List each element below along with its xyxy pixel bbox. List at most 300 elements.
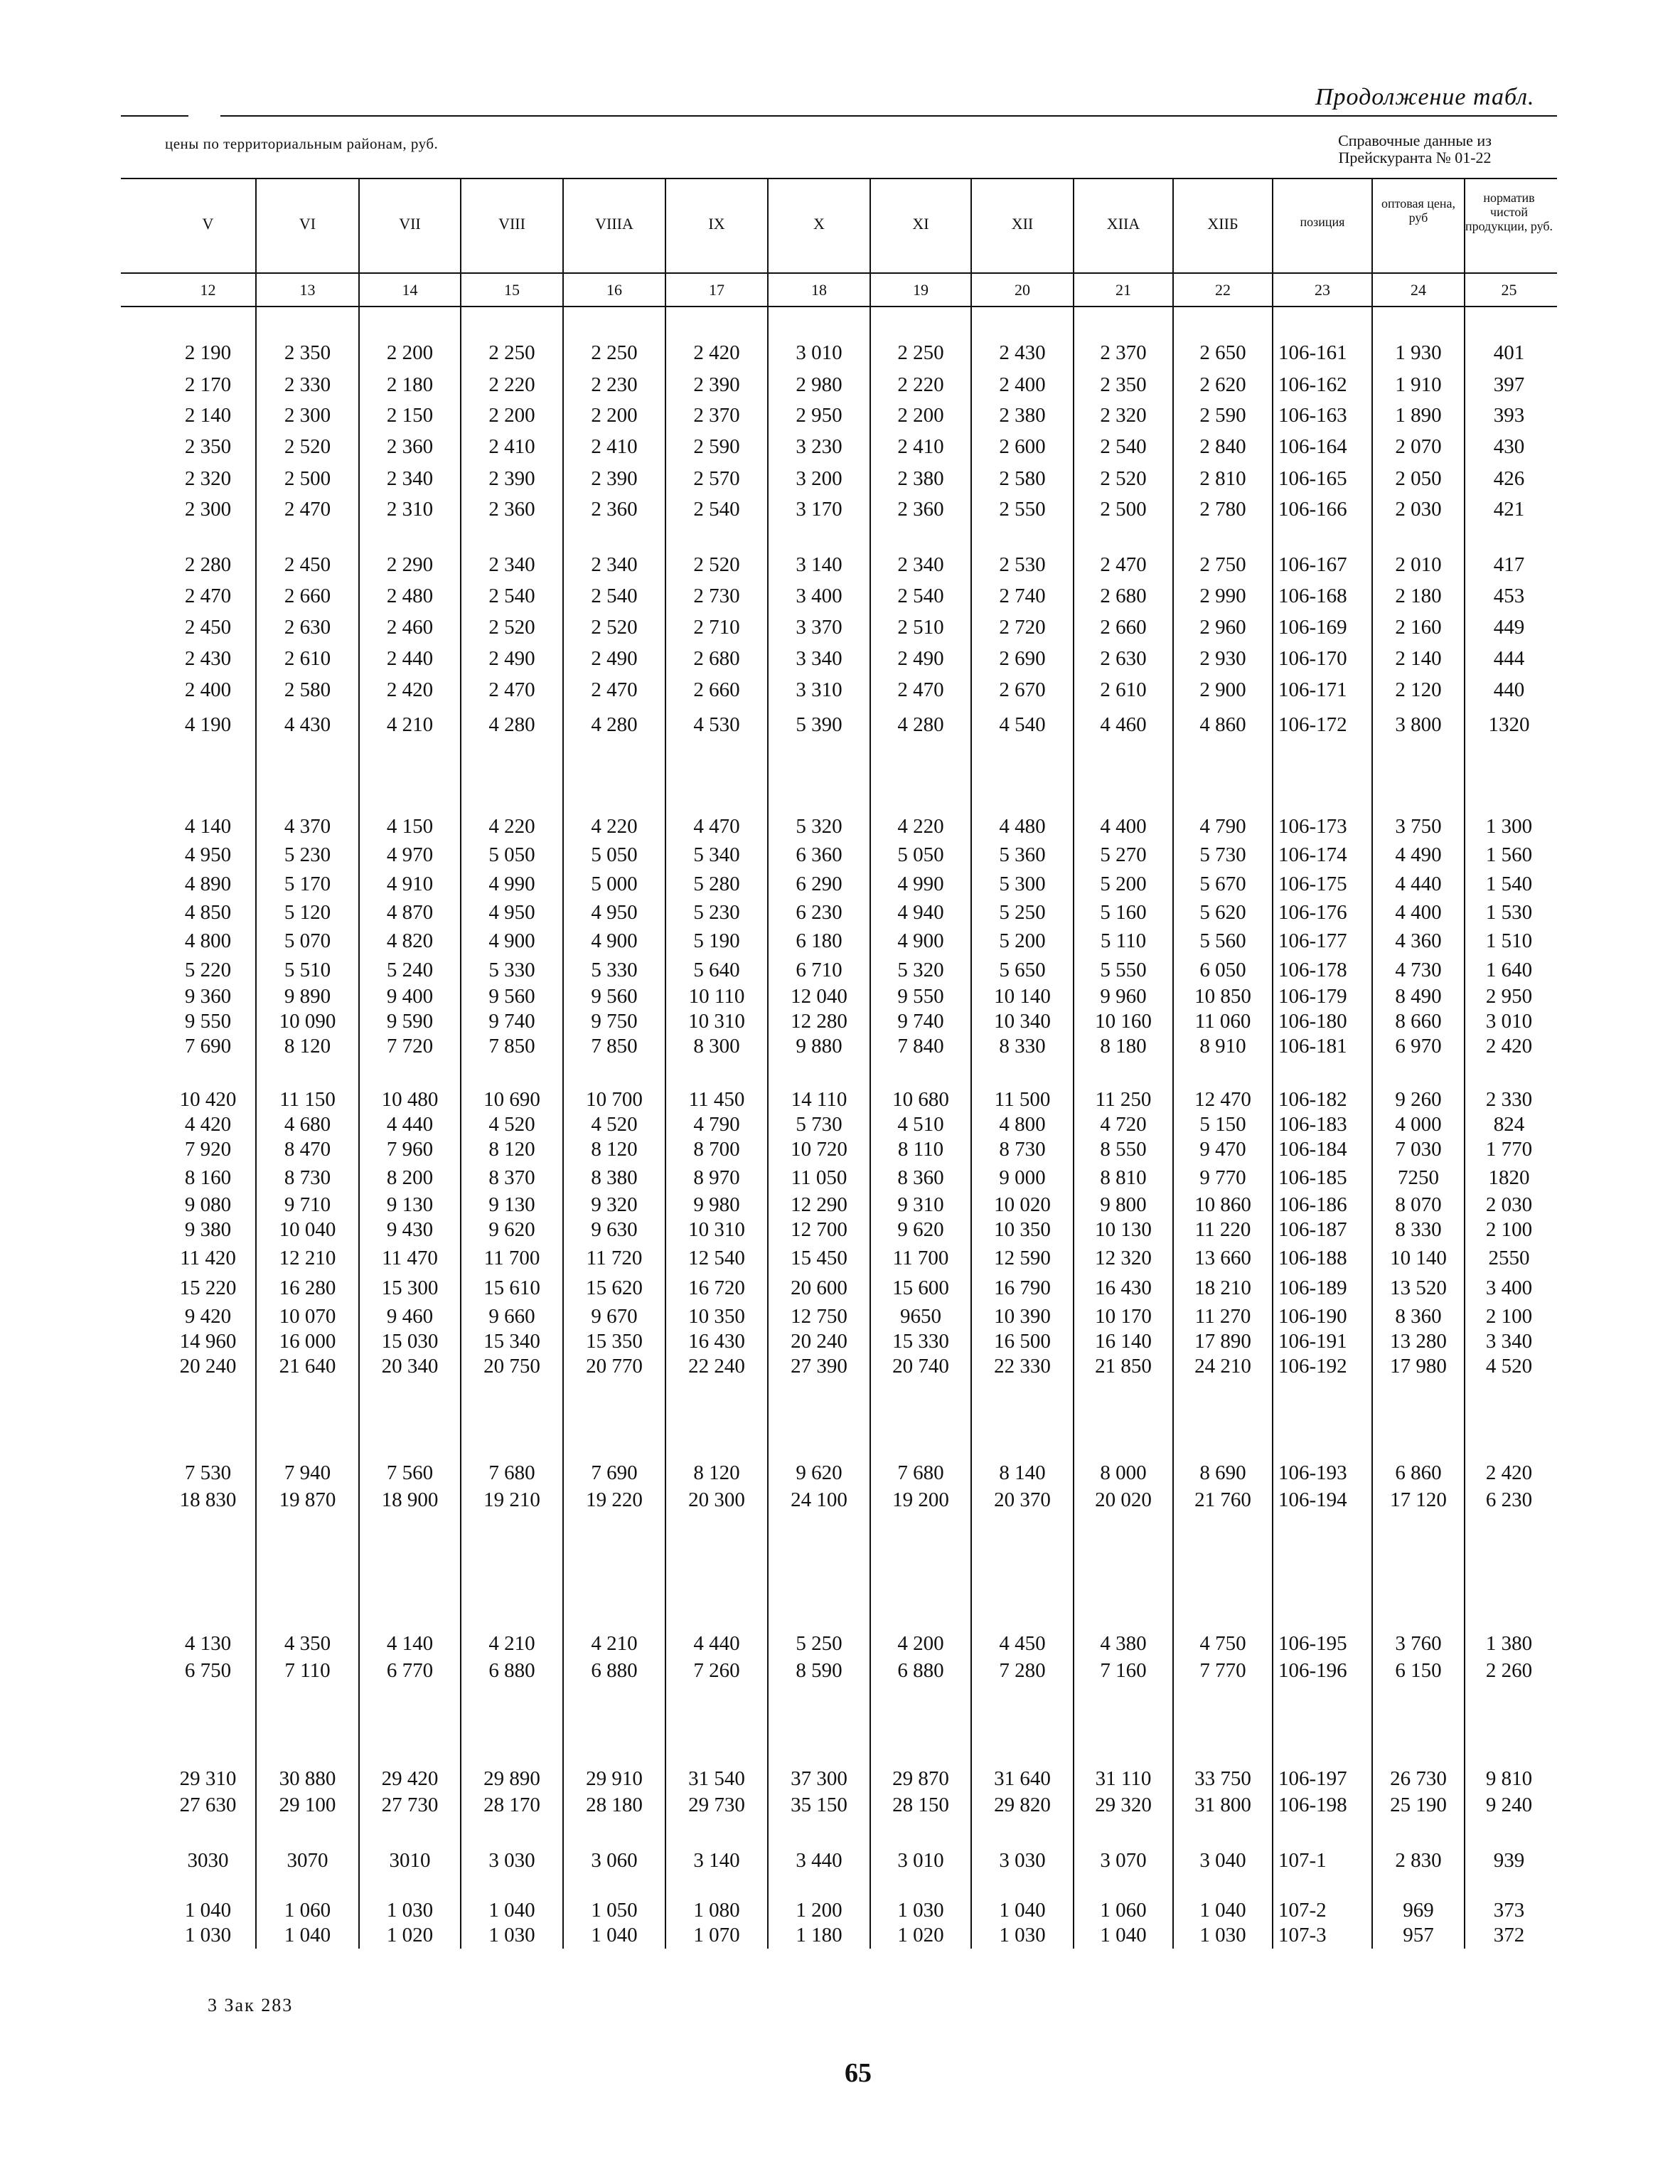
table-cell: 18 830 <box>179 1488 237 1511</box>
table-cell: 2 280 <box>184 553 232 576</box>
table-cell: 4 520 <box>1485 1355 1533 1378</box>
table-cell: 15 030 <box>381 1330 439 1353</box>
table-cell: 7 560 <box>386 1461 434 1484</box>
table-cell: 2 600 <box>999 435 1046 458</box>
order-note: 3 Зак 283 <box>208 1995 294 2015</box>
table-cell: 2 990 <box>1199 585 1246 607</box>
table-cell: 3 230 <box>796 435 842 458</box>
table-cell: 4 800 <box>184 929 232 952</box>
table-cell: 5 280 <box>693 873 740 895</box>
table-cell: 2 370 <box>1100 341 1147 364</box>
table-cell: 5 190 <box>693 929 740 952</box>
table-cell: 2 360 <box>488 498 535 521</box>
table-cell: 1 040 <box>488 1899 535 1922</box>
table-cell: 5 510 <box>284 959 331 981</box>
table-cell: 4 190 <box>184 713 232 736</box>
column-number: 21 <box>1115 281 1131 299</box>
table-cell: 1 380 <box>1485 1632 1533 1655</box>
table-cell: 15 350 <box>586 1330 643 1353</box>
table-cell: 2 350 <box>284 341 331 364</box>
table-cell: 4 370 <box>284 815 331 838</box>
table-cell: 5 650 <box>999 959 1046 981</box>
table-cell: 16 790 <box>994 1277 1051 1299</box>
table-cell: 27 390 <box>791 1355 847 1378</box>
reference-caption <box>1301 132 1529 166</box>
table-cell: 9 420 <box>184 1305 232 1328</box>
table-cell: 2 540 <box>1100 435 1147 458</box>
table-cell: 2 660 <box>284 585 331 607</box>
table-cell: 2 320 <box>1100 404 1147 427</box>
table-cell: 11 250 <box>1095 1088 1152 1111</box>
position-cell: 106-181 <box>1278 1035 1347 1058</box>
table-cell: 10 090 <box>279 1010 336 1033</box>
table-cell: 5 050 <box>591 843 638 866</box>
table-cell: 8 370 <box>488 1166 535 1189</box>
table-cell: 2 500 <box>1100 498 1147 521</box>
table-cell: 4 910 <box>386 873 434 895</box>
table-cell: 373 <box>1493 1899 1525 1922</box>
table-cell: 15 340 <box>483 1330 540 1353</box>
position-cell: 106-196 <box>1278 1659 1347 1682</box>
table-cell: 2 300 <box>284 404 331 427</box>
table-cell: 13 660 <box>1194 1247 1251 1269</box>
table-cell: 9 620 <box>488 1218 535 1241</box>
table-cell: 9 960 <box>1100 985 1147 1008</box>
table-cell: 11 050 <box>791 1166 847 1189</box>
table-cell: 12 040 <box>791 985 847 1008</box>
table-cell: 2 150 <box>386 404 434 427</box>
table-cell: 9 740 <box>488 1010 535 1033</box>
table-cell: 2 590 <box>693 435 740 458</box>
table-cell: 14 110 <box>791 1088 847 1111</box>
table-cell: 2 320 <box>184 467 232 490</box>
table-cell: 3 750 <box>1395 815 1442 838</box>
position-cell: 106-193 <box>1278 1461 1347 1484</box>
table-cell: 10 070 <box>279 1305 336 1328</box>
table-cell: 1 040 <box>1199 1899 1246 1922</box>
table-cell: 20 600 <box>791 1277 847 1299</box>
table-cell: 2 630 <box>284 616 331 639</box>
table-cell: 6 180 <box>796 929 842 952</box>
position-cell: 107-2 <box>1278 1899 1327 1922</box>
table-cell: 444 <box>1493 647 1525 670</box>
table-cell: 4 900 <box>488 929 535 952</box>
table-cell: 9 080 <box>184 1193 232 1216</box>
table-cell: 3030 <box>187 1849 229 1872</box>
table-cell: 7 260 <box>693 1659 740 1682</box>
table-cell: 15 330 <box>892 1330 949 1353</box>
table-cell: 9 890 <box>284 985 331 1008</box>
table-cell: 1 030 <box>386 1899 434 1922</box>
position-cell: 106-183 <box>1278 1113 1347 1136</box>
table-cell: 2 420 <box>693 341 740 364</box>
position-cell: 106-170 <box>1278 647 1347 670</box>
table-cell: 2 450 <box>284 553 331 576</box>
position-cell: 106-186 <box>1278 1193 1347 1216</box>
table-cell: 4 890 <box>184 873 232 895</box>
table-cell: 2 490 <box>488 647 535 670</box>
table-cell: 2 620 <box>1199 373 1246 396</box>
position-cell: 106-197 <box>1278 1767 1347 1790</box>
table-cell: 2 520 <box>1100 467 1147 490</box>
table-cell: 1 560 <box>1485 843 1533 866</box>
table-cell: 3 030 <box>999 1849 1046 1872</box>
table-cell: 9 800 <box>1100 1193 1147 1216</box>
table-cell: 5 250 <box>796 1632 842 1655</box>
table-cell: 1 770 <box>1485 1138 1533 1161</box>
table-cell: 1320 <box>1488 713 1530 736</box>
table-cell: 3 440 <box>796 1849 842 1872</box>
table-cell: 1 060 <box>284 1899 331 1922</box>
table-cell: 2 710 <box>693 616 740 639</box>
table-cell: 20 240 <box>791 1330 847 1353</box>
position-cell: 106-162 <box>1278 373 1347 396</box>
header-rule <box>121 178 1557 179</box>
table-cell: 7 690 <box>184 1035 232 1058</box>
table-cell: 5 120 <box>284 901 331 924</box>
table-cell: 1 030 <box>1199 1924 1246 1946</box>
table-cell: 10 390 <box>994 1305 1051 1328</box>
table-cell: 969 <box>1403 1899 1434 1922</box>
table-cell: 9 770 <box>1199 1166 1246 1189</box>
column-number: 18 <box>811 281 827 299</box>
table-cell: 8 160 <box>184 1166 232 1189</box>
table-cell: 3 310 <box>796 678 842 701</box>
table-cell: 21 760 <box>1194 1488 1251 1511</box>
table-cell: 4 860 <box>1199 713 1246 736</box>
position-cell: 106-164 <box>1278 435 1347 458</box>
table-cell: 2 330 <box>1485 1088 1533 1111</box>
top-rule-left <box>121 115 188 117</box>
table-cell: 4 520 <box>591 1113 638 1136</box>
table-cell: 4 850 <box>184 901 232 924</box>
table-cell: 1 080 <box>693 1899 740 1922</box>
table-cell: 2 160 <box>1395 616 1442 639</box>
table-cell: 8 550 <box>1100 1138 1147 1161</box>
table-cell: 19 200 <box>892 1488 949 1511</box>
table-cell: 14 960 <box>179 1330 237 1353</box>
table-cell: 4 130 <box>184 1632 232 1655</box>
table-cell: 1 030 <box>488 1924 535 1946</box>
column-header: норматив чистой продукции, руб. <box>1465 191 1553 233</box>
table-cell: 3 140 <box>796 553 842 576</box>
table-cell: 5 560 <box>1199 929 1246 952</box>
table-cell: 2 510 <box>897 616 944 639</box>
table-cell: 4 150 <box>386 815 434 838</box>
position-cell: 107-3 <box>1278 1924 1327 1946</box>
table-cell: 5 200 <box>1100 873 1147 895</box>
table-cell: 5 340 <box>693 843 740 866</box>
table-cell: 16 720 <box>688 1277 745 1299</box>
table-cell: 9 560 <box>591 985 638 1008</box>
table-cell: 2 530 <box>999 553 1046 576</box>
table-cell: 15 220 <box>179 1277 237 1299</box>
table-cell: 5 000 <box>591 873 638 895</box>
table-cell: 6 230 <box>1485 1488 1533 1511</box>
table-cell: 16 430 <box>1095 1277 1152 1299</box>
position-cell: 106-173 <box>1278 815 1347 838</box>
table-cell: 2 470 <box>1100 553 1147 576</box>
table-cell: 1 030 <box>184 1924 232 1946</box>
table-cell: 7 770 <box>1199 1659 1246 1682</box>
table-cell: 2 390 <box>693 373 740 396</box>
table-cell: 7 110 <box>284 1659 331 1682</box>
position-cell: 106-188 <box>1278 1247 1347 1269</box>
table-cell: 5 330 <box>488 959 535 981</box>
table-cell: 20 370 <box>994 1488 1051 1511</box>
column-header: оптовая цена, руб <box>1381 196 1456 225</box>
table-cell: 5 270 <box>1100 843 1147 866</box>
table-cell: 10 170 <box>1095 1305 1152 1328</box>
table-cell: 12 320 <box>1095 1247 1152 1269</box>
table-cell: 3 010 <box>897 1849 944 1872</box>
table-cell: 2 200 <box>386 341 434 364</box>
table-cell: 4 440 <box>693 1632 740 1655</box>
position-cell: 106-168 <box>1278 585 1347 607</box>
table-cell: 2 100 <box>1485 1218 1533 1241</box>
table-cell: 2 670 <box>999 678 1046 701</box>
table-cell: 6 360 <box>796 843 842 866</box>
position-cell: 107-1 <box>1278 1849 1327 1872</box>
table-cell: 2 460 <box>386 616 434 639</box>
column-header: XIIA <box>1106 215 1140 233</box>
table-cell: 2 470 <box>284 498 331 521</box>
table-cell: 5 320 <box>897 959 944 981</box>
table-cell: 11 450 <box>688 1088 745 1111</box>
table-cell: 9 620 <box>796 1461 842 1484</box>
table-cell: 2 950 <box>1485 985 1533 1008</box>
table-cell: 12 470 <box>1194 1088 1251 1111</box>
table-cell: 33 750 <box>1194 1767 1251 1790</box>
table-cell: 9 260 <box>1395 1088 1442 1111</box>
table-cell: 10 350 <box>994 1218 1051 1241</box>
column-header: XI <box>912 215 929 233</box>
table-cell: 397 <box>1493 373 1525 396</box>
table-cell: 13 280 <box>1390 1330 1447 1353</box>
table-cell: 2 840 <box>1199 435 1246 458</box>
table-cell: 9650 <box>900 1305 941 1328</box>
table-cell: 2 310 <box>386 498 434 521</box>
table-cell: 6 860 <box>1395 1461 1442 1484</box>
table-cell: 440 <box>1493 678 1525 701</box>
table-cell: 5 330 <box>591 959 638 981</box>
table-cell: 11 500 <box>994 1088 1051 1111</box>
table-cell: 4 540 <box>999 713 1046 736</box>
table-cell: 4 720 <box>1100 1113 1147 1136</box>
table-cell: 8 140 <box>999 1461 1046 1484</box>
table-cell: 453 <box>1493 585 1525 607</box>
table-cell: 2 960 <box>1199 616 1246 639</box>
table-cell: 19 870 <box>279 1488 336 1511</box>
position-cell: 106-192 <box>1278 1355 1347 1378</box>
table-cell: 7 680 <box>897 1461 944 1484</box>
table-cell: 1 030 <box>897 1899 944 1922</box>
table-cell: 29 870 <box>892 1767 949 1790</box>
table-cell: 10 140 <box>994 985 1051 1008</box>
position-cell: 106-194 <box>1278 1488 1347 1511</box>
table-cell: 421 <box>1493 498 1525 521</box>
table-cell: 2 540 <box>591 585 638 607</box>
table-cell: 2 440 <box>386 647 434 670</box>
table-cell: 13 520 <box>1390 1277 1447 1299</box>
table-cell: 9 750 <box>591 1010 638 1033</box>
table-cell: 6 880 <box>591 1659 638 1682</box>
column-header: позиция <box>1300 215 1345 229</box>
table-cell: 10 680 <box>892 1088 949 1111</box>
table-cell: 17 980 <box>1390 1355 1447 1378</box>
continuation-caption: Продолжение табл. <box>1315 84 1535 110</box>
table-cell: 5 220 <box>184 959 232 981</box>
table-cell: 2 050 <box>1395 467 1442 490</box>
table-cell: 8 730 <box>999 1138 1046 1161</box>
table-cell: 12 210 <box>279 1247 336 1269</box>
table-cell: 2 360 <box>386 435 434 458</box>
table-cell: 3 010 <box>1485 1010 1533 1033</box>
table-cell: 10 160 <box>1095 1010 1152 1033</box>
table-cell: 3 340 <box>1485 1330 1533 1353</box>
table-cell: 8 730 <box>284 1166 331 1189</box>
table-cell: 4 800 <box>999 1113 1046 1136</box>
table-cell: 3 400 <box>1485 1277 1533 1299</box>
table-cell: 1 930 <box>1395 341 1442 364</box>
table-cell: 6 290 <box>796 873 842 895</box>
table-cell: 2 680 <box>1100 585 1147 607</box>
position-cell: 106-191 <box>1278 1330 1347 1353</box>
table-cell: 4 530 <box>693 713 740 736</box>
table-cell: 2 190 <box>184 341 232 364</box>
table-cell: 3070 <box>287 1849 328 1872</box>
table-cell: 4 400 <box>1100 815 1147 838</box>
table-cell: 6 750 <box>184 1659 232 1682</box>
table-cell: 393 <box>1493 404 1525 427</box>
table-cell: 29 320 <box>1095 1794 1152 1816</box>
table-cell: 7 030 <box>1395 1138 1442 1161</box>
table-cell: 21 640 <box>279 1355 336 1378</box>
table-cell: 24 100 <box>791 1488 847 1511</box>
table-cell: 18 210 <box>1194 1277 1251 1299</box>
table-cell: 2 340 <box>897 553 944 576</box>
column-header: XII <box>1011 215 1034 233</box>
table-cell: 11 150 <box>279 1088 336 1111</box>
table-cell: 4 790 <box>693 1113 740 1136</box>
table-cell: 4 280 <box>591 713 638 736</box>
table-cell: 12 280 <box>791 1010 847 1033</box>
table-cell: 27 630 <box>179 1794 237 1816</box>
table-cell: 7 940 <box>284 1461 331 1484</box>
table-cell: 2 420 <box>1485 1035 1533 1058</box>
table-cell: 2 250 <box>897 341 944 364</box>
table-cell: 20 300 <box>688 1488 745 1511</box>
prices-caption: цены по территориальным районам, руб. <box>165 135 439 152</box>
table-cell: 10 700 <box>586 1088 643 1111</box>
table-cell: 9 240 <box>1485 1794 1533 1816</box>
table-cell: 2 250 <box>591 341 638 364</box>
table-cell: 4 200 <box>897 1632 944 1655</box>
table-cell: 3 140 <box>693 1849 740 1872</box>
table-cell: 1 890 <box>1395 404 1442 427</box>
table-cell: 2 230 <box>591 373 638 396</box>
table-cell: 4 490 <box>1395 843 1442 866</box>
table-cell: 10 690 <box>483 1088 540 1111</box>
table-cell: 7 690 <box>591 1461 638 1484</box>
table-cell: 2 520 <box>284 435 331 458</box>
table-cell: 10 310 <box>688 1218 745 1241</box>
reference-caption-line-1: Справочные данные из <box>1338 132 1492 149</box>
table-cell: 2 420 <box>386 678 434 701</box>
table-cell: 2 450 <box>184 616 232 639</box>
table-cell: 9 620 <box>897 1218 944 1241</box>
table-cell: 2 490 <box>897 647 944 670</box>
table-cell: 8 490 <box>1395 985 1442 1008</box>
column-number-rule <box>121 306 1557 307</box>
table-cell: 1820 <box>1488 1166 1530 1189</box>
position-cell: 106-190 <box>1278 1305 1347 1328</box>
position-cell: 106-177 <box>1278 929 1347 952</box>
table-cell: 8 330 <box>999 1035 1046 1058</box>
table-cell: 29 420 <box>381 1767 439 1790</box>
table-cell: 8 970 <box>693 1166 740 1189</box>
reference-caption-line-2: Прейскуранта № 01-22 <box>1338 149 1492 166</box>
table-cell: 6 880 <box>488 1659 535 1682</box>
table-cell: 2 470 <box>488 678 535 701</box>
table-cell: 8 000 <box>1100 1461 1147 1484</box>
table-cell: 4 280 <box>488 713 535 736</box>
table-cell: 2 540 <box>488 585 535 607</box>
table-cell: 3 370 <box>796 616 842 639</box>
table-cell: 2 200 <box>897 404 944 427</box>
table-cell: 6 230 <box>796 901 842 924</box>
table-cell: 11 270 <box>1194 1305 1251 1328</box>
table-cell: 4 750 <box>1199 1632 1246 1655</box>
table-cell: 8 660 <box>1395 1010 1442 1033</box>
column-header: X <box>813 215 825 233</box>
table-cell: 20 020 <box>1095 1488 1152 1511</box>
table-cell: 29 100 <box>279 1794 336 1816</box>
table-cell: 12 700 <box>791 1218 847 1241</box>
table-cell: 2 660 <box>693 678 740 701</box>
table-cell: 4 210 <box>488 1632 535 1655</box>
position-cell: 106-166 <box>1278 498 1347 521</box>
column-header: V <box>202 215 214 233</box>
table-cell: 9 130 <box>386 1193 434 1216</box>
table-cell: 8 120 <box>284 1035 331 1058</box>
table-cell: 10 350 <box>688 1305 745 1328</box>
table-cell: 8 120 <box>693 1461 740 1484</box>
table-cell: 2 410 <box>591 435 638 458</box>
table-cell: 4 730 <box>1395 959 1442 981</box>
position-cell: 106-184 <box>1278 1138 1347 1161</box>
table-cell: 7 530 <box>184 1461 232 1484</box>
table-cell: 10 340 <box>994 1010 1051 1033</box>
table-cell: 2 200 <box>591 404 638 427</box>
table-cell: 1 530 <box>1485 901 1533 924</box>
table-cell: 4 420 <box>184 1113 232 1136</box>
table-cell: 9 360 <box>184 985 232 1008</box>
table-cell: 5 640 <box>693 959 740 981</box>
table-cell: 12 540 <box>688 1247 745 1269</box>
position-cell: 106-187 <box>1278 1218 1347 1241</box>
table-cell: 2 470 <box>184 585 232 607</box>
table-cell: 9 550 <box>897 985 944 1008</box>
table-cell: 16 430 <box>688 1330 745 1353</box>
column-header: VII <box>399 215 421 233</box>
table-cell: 20 740 <box>892 1355 949 1378</box>
table-cell: 2 140 <box>184 404 232 427</box>
table-cell: 2 330 <box>284 373 331 396</box>
table-cell: 2 410 <box>488 435 535 458</box>
table-cell: 7 680 <box>488 1461 535 1484</box>
table-cell: 2 380 <box>999 404 1046 427</box>
